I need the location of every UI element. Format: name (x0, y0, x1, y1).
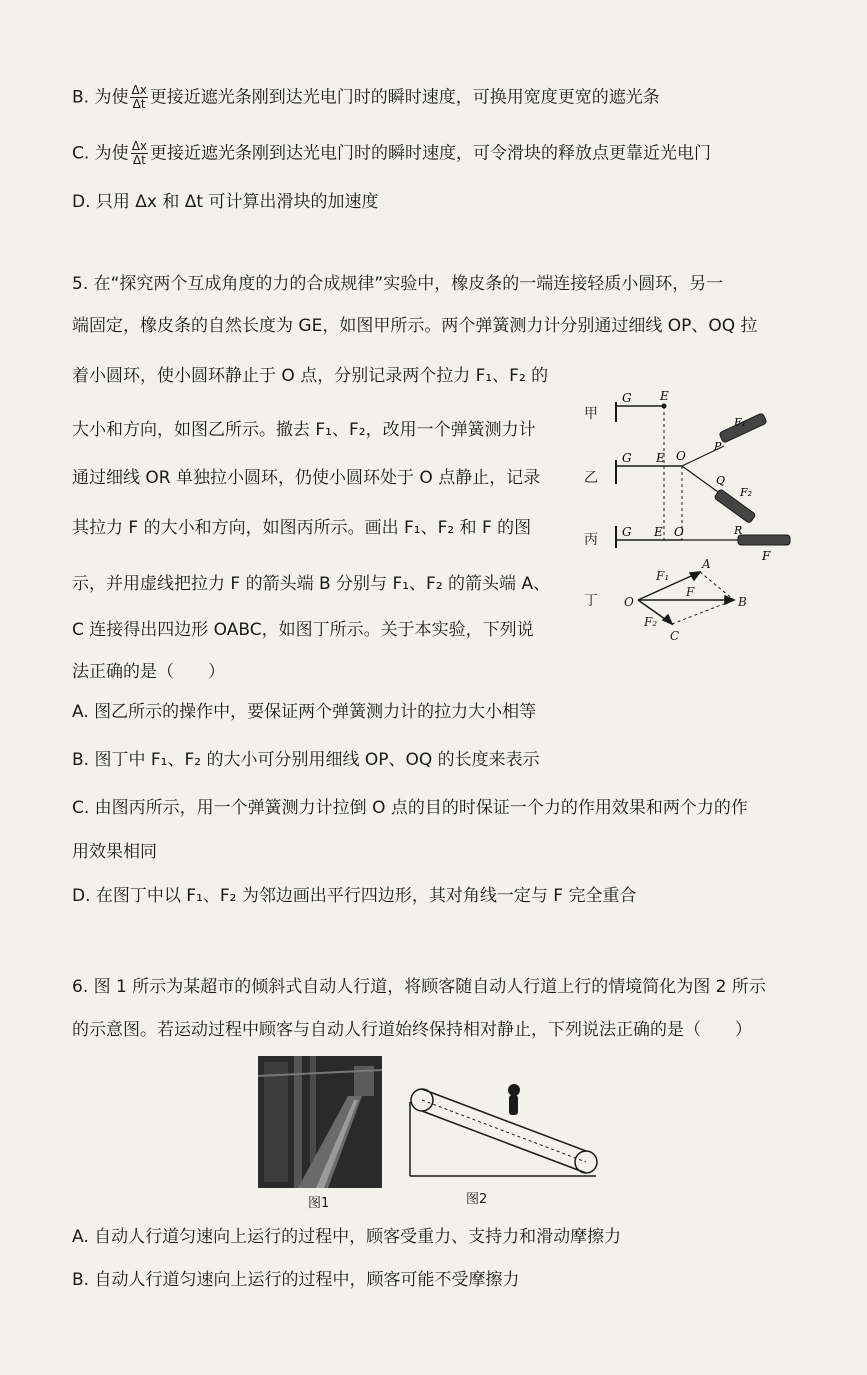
label-q: Q (716, 474, 726, 487)
fig1-caption: 图1 (308, 1196, 330, 1211)
label-p: P (714, 440, 722, 453)
label-e: E (656, 451, 665, 465)
q5-option-c: C. 由图丙所示，用一个弹簧测力计拉倒 O 点的目的时保证一个力的作用效果和两个力的作 (72, 798, 748, 818)
label-f1: F₁ (656, 569, 670, 583)
customer-figure (508, 1084, 520, 1115)
label-f2: F₂ (740, 486, 753, 499)
q4-option-b: B. 为使 $\frac{\Delta x}{\Delta t}$ 更接近遮光条刚到达光电门时的瞬时速度，可换用宽度更宽的遮光条 (72, 83, 660, 111)
label-g: G (622, 525, 632, 539)
q5-stem-line: 法正确的是（ ） (72, 662, 225, 682)
q6-stem-line: 6. 图 1 所示为某超市的倾斜式自动人行道，将顾客随自动人行道上行的情境简化为图 2 所示 (72, 977, 766, 997)
label-o: O (624, 595, 634, 609)
label-f1: F₁ (734, 416, 747, 429)
force-experiment-figure (578, 388, 798, 648)
q5-option-c-cont: 用效果相同 (72, 842, 157, 862)
label-o: O (676, 449, 686, 463)
spring-scale-3 (738, 535, 790, 545)
q5-stem-line: C 连接得出四边形 OABC，如图丁所示。关于本实验，下列说 (72, 620, 534, 640)
fig2-caption: 图2 (466, 1192, 488, 1207)
q5-stem-line: 示，并用虚线把拉力 F 的箭头端 B 分别与 F₁、F₂ 的箭头端 A、 (72, 574, 551, 594)
label-g: G (622, 391, 632, 405)
q5-option-a: A. 图乙所示的操作中，要保证两个弹簧测力计的拉力大小相等 (72, 702, 537, 722)
q5-option-b: B. 图丁中 F₁、F₂ 的大小可分别用细线 OP、OQ 的长度来表示 (72, 750, 540, 770)
label-g: G (622, 451, 632, 465)
row-label-yi: 乙 (584, 470, 598, 486)
q6-option-a: A. 自动人行道匀速向上运行的过程中，顾客受重力、支持力和滑动摩擦力 (72, 1227, 622, 1247)
row-label-ding: 丁 (584, 593, 598, 609)
q6-stem-line: 的示意图。若运动过程中顾客与自动人行道始终保持相对静止，下列说法正确的是（ ） (72, 1020, 752, 1040)
label-b: B (738, 595, 747, 609)
label-r: R (734, 524, 743, 537)
q5-stem-line: 大小和方向，如图乙所示。撤去 F₁、F₂，改用一个弹簧测力计 (72, 420, 536, 440)
travelator-photo (258, 1056, 382, 1188)
label-e: E (654, 525, 663, 539)
q5-option-d: D. 在图丁中以 F₁、F₂ 为邻边画出平行四边形，其对角线一定与 F 完全重合 (72, 886, 637, 906)
walkway-dashed-line (422, 1100, 586, 1162)
label-e: E (660, 389, 669, 403)
label-c: C (670, 629, 680, 643)
label-f: F (686, 585, 695, 599)
q5-stem-line: 其拉力 F 的大小和方向，如图丙所示。画出 F₁、F₂ 和 F 的图 (72, 518, 532, 538)
q5-stem-line: 端固定，橡皮条的自然长度为 GE，如图甲所示。两个弹簧测力计分别通过细线 OP、OQ 拉 (72, 316, 758, 336)
q6-option-b: B. 自动人行道匀速向上运行的过程中，顾客可能不受摩擦力 (72, 1270, 520, 1290)
delta-fraction: $\frac{\Delta x}{\Delta t}$ (131, 83, 147, 111)
q5-stem-line: 5. 在“探究两个互成角度的力的合成规律”实验中，橡皮条的一端连接轻质小圆环，另一 (72, 274, 724, 294)
q5-stem-line: 着小圆环，使小圆环静止于 O 点，分别记录两个拉力 F₁、F₂ 的 (72, 366, 549, 386)
label-f: F (762, 549, 771, 563)
delta-fraction: $\frac{\Delta x}{\Delta t}$ (131, 139, 147, 167)
label-a: A (702, 557, 711, 571)
row-label-jia: 甲 (584, 406, 598, 422)
row-label-bing: 丙 (584, 532, 598, 548)
label-f2: F₂ (644, 615, 658, 629)
travelator-diagram (406, 1076, 602, 1180)
q4-option-c: C. 为使 $\frac{\Delta x}{\Delta t}$ 更接近遮光条刚到达光电门时的瞬时速度，可令滑块的释放点更靠近光电门 (72, 139, 711, 167)
q4-option-d: D. 只用 Δx 和 Δt 可计算出滑块的加速度 (72, 192, 379, 212)
q5-stem-line: 通过细线 OR 单独拉小圆环，仍使小圆环处于 O 点静止，记录 (72, 468, 541, 488)
label-o: O (674, 525, 684, 539)
